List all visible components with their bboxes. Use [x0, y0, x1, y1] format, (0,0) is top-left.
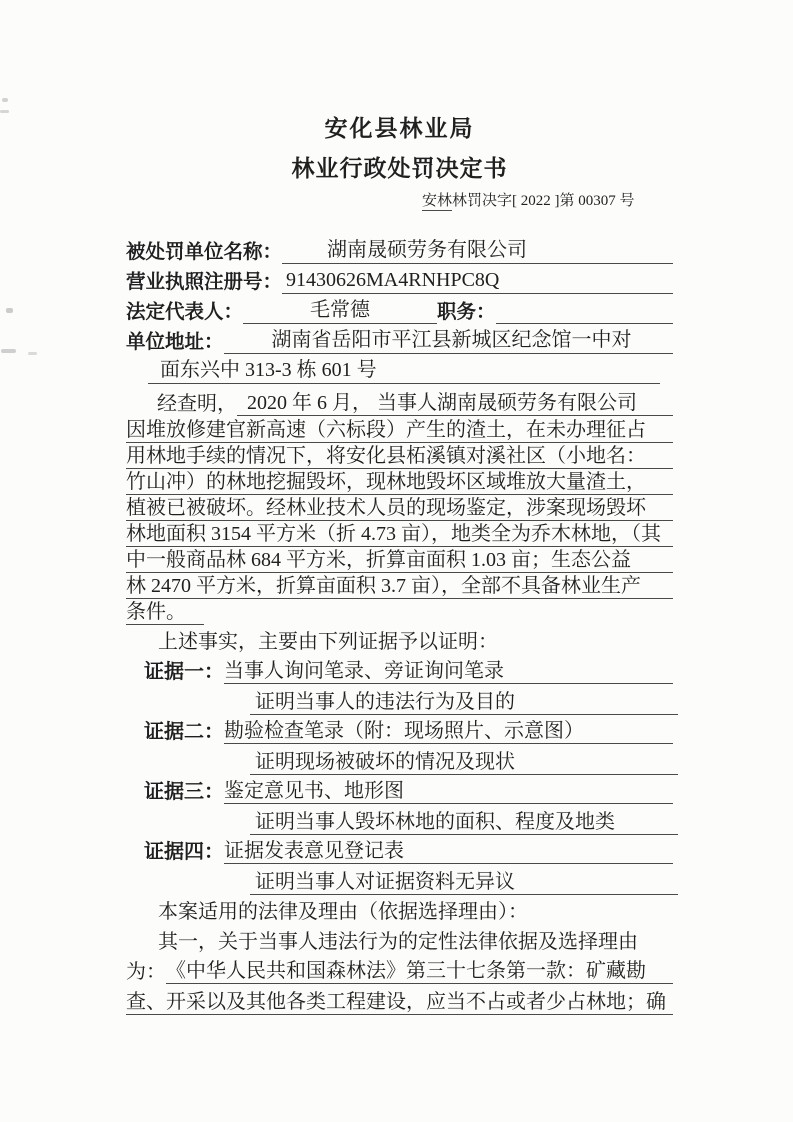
evidence-item-4: [144, 840, 673, 864]
evidence-item-1: [144, 660, 673, 684]
field-row-license: [126, 268, 673, 294]
address-label: 单位地址：: [126, 331, 224, 353]
evidence-3-purpose: 证明当事人毁坏林地的面积、程度及地类: [250, 810, 678, 835]
findings-line-6: 林地面积 3154 平方米（折 4.73 亩），地类全为乔木林地，（其: [126, 522, 673, 547]
field-row-address: [126, 328, 673, 354]
unit-name-label: 被处罚单位名称：: [126, 241, 283, 263]
scan-speck: [2, 98, 8, 102]
document-number: [422, 189, 635, 211]
document-number-prefix: 安林: [422, 193, 453, 209]
license-value: 91430626MA4RNHPC8Q: [282, 267, 673, 294]
evidence-4-label: 证据四：: [144, 841, 224, 863]
document-number-rest: 林罚决字[ 2022 ]第 00307 号: [452, 193, 635, 209]
findings-line-7: 中一般商品林 684 平方米，折算亩面积 1.03 亩；生态公益: [126, 548, 673, 573]
evidence-intro: 上述事实，主要由下列证据予以证明：: [158, 631, 498, 653]
evidence-1-label: 证据一：: [144, 661, 224, 683]
scan-speck: [28, 352, 37, 355]
evidence-item-3: [144, 780, 673, 804]
scan-speck: [0, 110, 9, 113]
findings-line-3: 用林地手续的情况下，将安化县柘溪镇对溪社区（小地名：: [126, 444, 673, 469]
findings-line-9: 条件。: [126, 600, 204, 625]
legal-line-1: 其一，关于当事人违法行为的定性法律依据及选择理由: [158, 931, 638, 953]
evidence-3-content: 鉴定意见书、地形图: [224, 779, 673, 804]
document-title: 林业行政处罚决定书: [291, 156, 508, 181]
evidence-2-label: 证据二：: [144, 721, 224, 743]
evidence-2-purpose: 证明现场被破坏的情况及现状: [250, 750, 678, 775]
legal-rep-label: 法定代表人：: [126, 301, 244, 323]
legal-line-3: 查、开采以及其他各类工程建设，应当不占或者少占林地；确: [126, 990, 673, 1015]
evidence-item-2: [144, 720, 673, 744]
legal-heading: 本案适用的法律及理由（依据选择理由）：: [158, 901, 528, 923]
field-row-unit-name: [126, 238, 673, 264]
legal-line-2: [126, 960, 673, 984]
duty-value: [496, 297, 673, 324]
legal-line-2-underlined: 《中华人民共和国森林法》第三十七条第一款：矿藏勘: [166, 959, 673, 984]
findings-line-2: 因堆放修建官新高速（六标段）产生的渣土，在未办理征占: [126, 418, 673, 443]
findings-line-4: 竹山冲）的林地挖掘毁坏，现林地毁坏区域堆放大量渣土，: [126, 470, 673, 495]
findings-lead: 经查明，: [157, 393, 237, 415]
findings-line-1-underlined: 2020 年 6 月， 当事人湖南晟硕劳务有限公司: [237, 391, 673, 416]
findings-line-5: 植被已被破坏。经林业技术人员的现场鉴定，涉案现场毁坏: [126, 496, 673, 521]
duty-label: 职务：: [437, 301, 496, 323]
findings-line-8: 林 2470 平方米，折算亩面积 3.7 亩），全部不具备林业生产: [126, 574, 673, 599]
evidence-2-content: 勘验检查笔录（附：现场照片、示意图）: [224, 719, 673, 744]
unit-name-value: 湖南晟硕劳务有限公司: [282, 237, 673, 264]
findings-line-1: [126, 392, 673, 416]
evidence-4-content: 证据发表意见登记表: [224, 839, 673, 864]
evidence-1-content: 当事人询问笔录、旁证询问笔录: [224, 659, 673, 684]
field-row-legal-rep: [126, 298, 673, 324]
agency-name: 安化县林业局: [324, 116, 475, 141]
scan-speck: [6, 308, 13, 313]
address-value-line1: 湖南省岳阳市平江县新城区纪念馆一中对: [224, 327, 673, 354]
scan-speck: [1, 349, 16, 353]
evidence-4-purpose: 证明当事人对证据资料无异议: [250, 870, 678, 895]
address-value-line2: 面东兴中 313-3 栋 601 号: [148, 357, 660, 384]
evidence-3-label: 证据三：: [144, 781, 224, 803]
evidence-1-purpose: 证明当事人的违法行为及目的: [250, 690, 678, 715]
license-label: 营业执照注册号：: [126, 271, 283, 293]
legal-rep-value: 毛常德: [243, 297, 437, 324]
legal-line-2-lead: 为：: [126, 961, 166, 983]
field-row-address-cont: [148, 358, 660, 384]
